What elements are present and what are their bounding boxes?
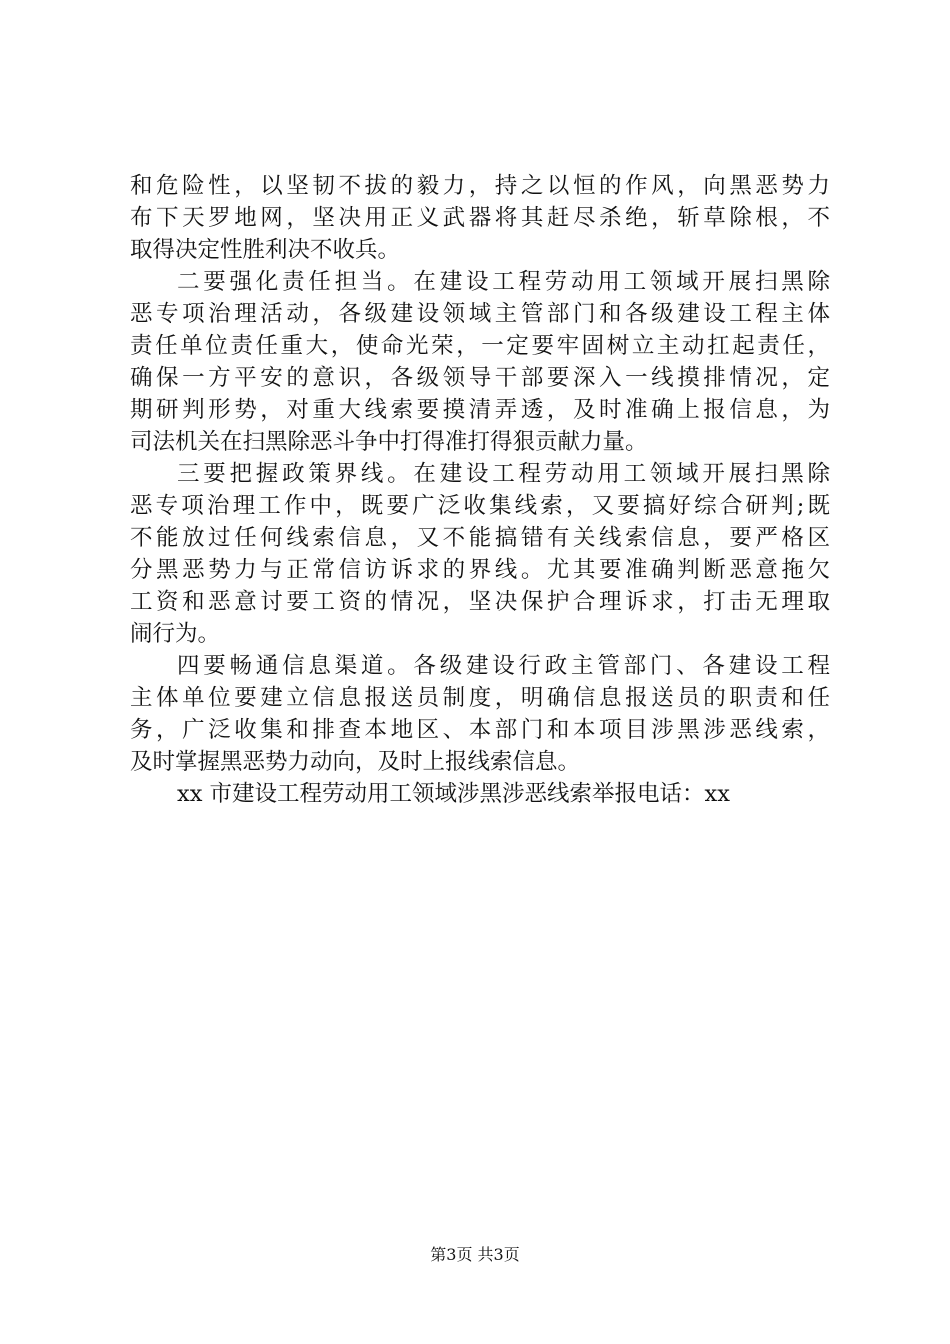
text-line: 司法机关在扫黑除恶斗争中打得准打得狠贡献力量。 — [130, 429, 648, 455]
text-line: 和危险性，以坚韧不拔的毅力，持之以恒的作风，向黑恶势力 — [130, 173, 830, 199]
page-number-footer: 第3页 共3页 — [430, 1245, 520, 1264]
text-line: 工资和恶意讨要工资的情况，坚决保护合理诉求，打击无理取 — [130, 589, 830, 615]
text-line: 不能放过任何线索信息，又不能搞错有关线索信息，要严格区 — [130, 525, 830, 551]
text-line: 三要把握政策界线。在建设工程劳动用工领域开展扫黑除 — [177, 461, 830, 487]
text-line: 及时掌握黑恶势力动向，及时上报线索信息。 — [130, 749, 581, 775]
paragraph-information-channels — [130, 650, 830, 778]
text-line: 责任单位责任重大，使命光荣，一定要牢固树立主动扛起责任， — [130, 333, 830, 359]
text-line: 务，广泛收集和排查本地区、本部门和本项目涉黑涉恶线索， — [130, 717, 830, 743]
paragraph-hotline — [130, 778, 830, 810]
text-line: 恶专项治理工作中，既要广泛收集线索，又要搞好综合研判;既 — [130, 493, 830, 519]
text-line: 取得决定性胜利决不收兵。 — [130, 237, 401, 263]
text-line: 布下天罗地网，坚决用正义武器将其赶尽杀绝，斩草除根，不 — [130, 205, 830, 231]
text-line: 主体单位要建立信息报送员制度，明确信息报送员的职责和任 — [130, 685, 830, 711]
paragraph-responsibility — [130, 266, 830, 458]
document-body — [130, 170, 830, 810]
text-line: 恶专项治理活动，各级建设领域主管部门和各级建设工程主体 — [130, 301, 830, 327]
text-line: 闹行为。 — [130, 621, 221, 647]
text-line: 四要畅通信息渠道。各级建设行政主管部门、各建设工程 — [177, 653, 830, 679]
text-line: 分黑恶势力与正常信访诉求的界线。尤其要准确判断恶意拖欠 — [130, 557, 830, 583]
paragraph-policy-boundary — [130, 458, 830, 650]
text-line: 二要强化责任担当。在建设工程劳动用工领域开展扫黑除 — [177, 269, 830, 295]
text-line: 期研判形势，对重大线索要摸清弄透，及时准确上报信息，为 — [130, 397, 830, 423]
paragraph-continuation — [130, 170, 830, 266]
text-line: 确保一方平安的意识，各级领导干部要深入一线摸排情况，定 — [130, 365, 830, 391]
hotline-line: xx 市建设工程劳动用工领域涉黑涉恶线索举报电话：xx — [177, 781, 730, 807]
